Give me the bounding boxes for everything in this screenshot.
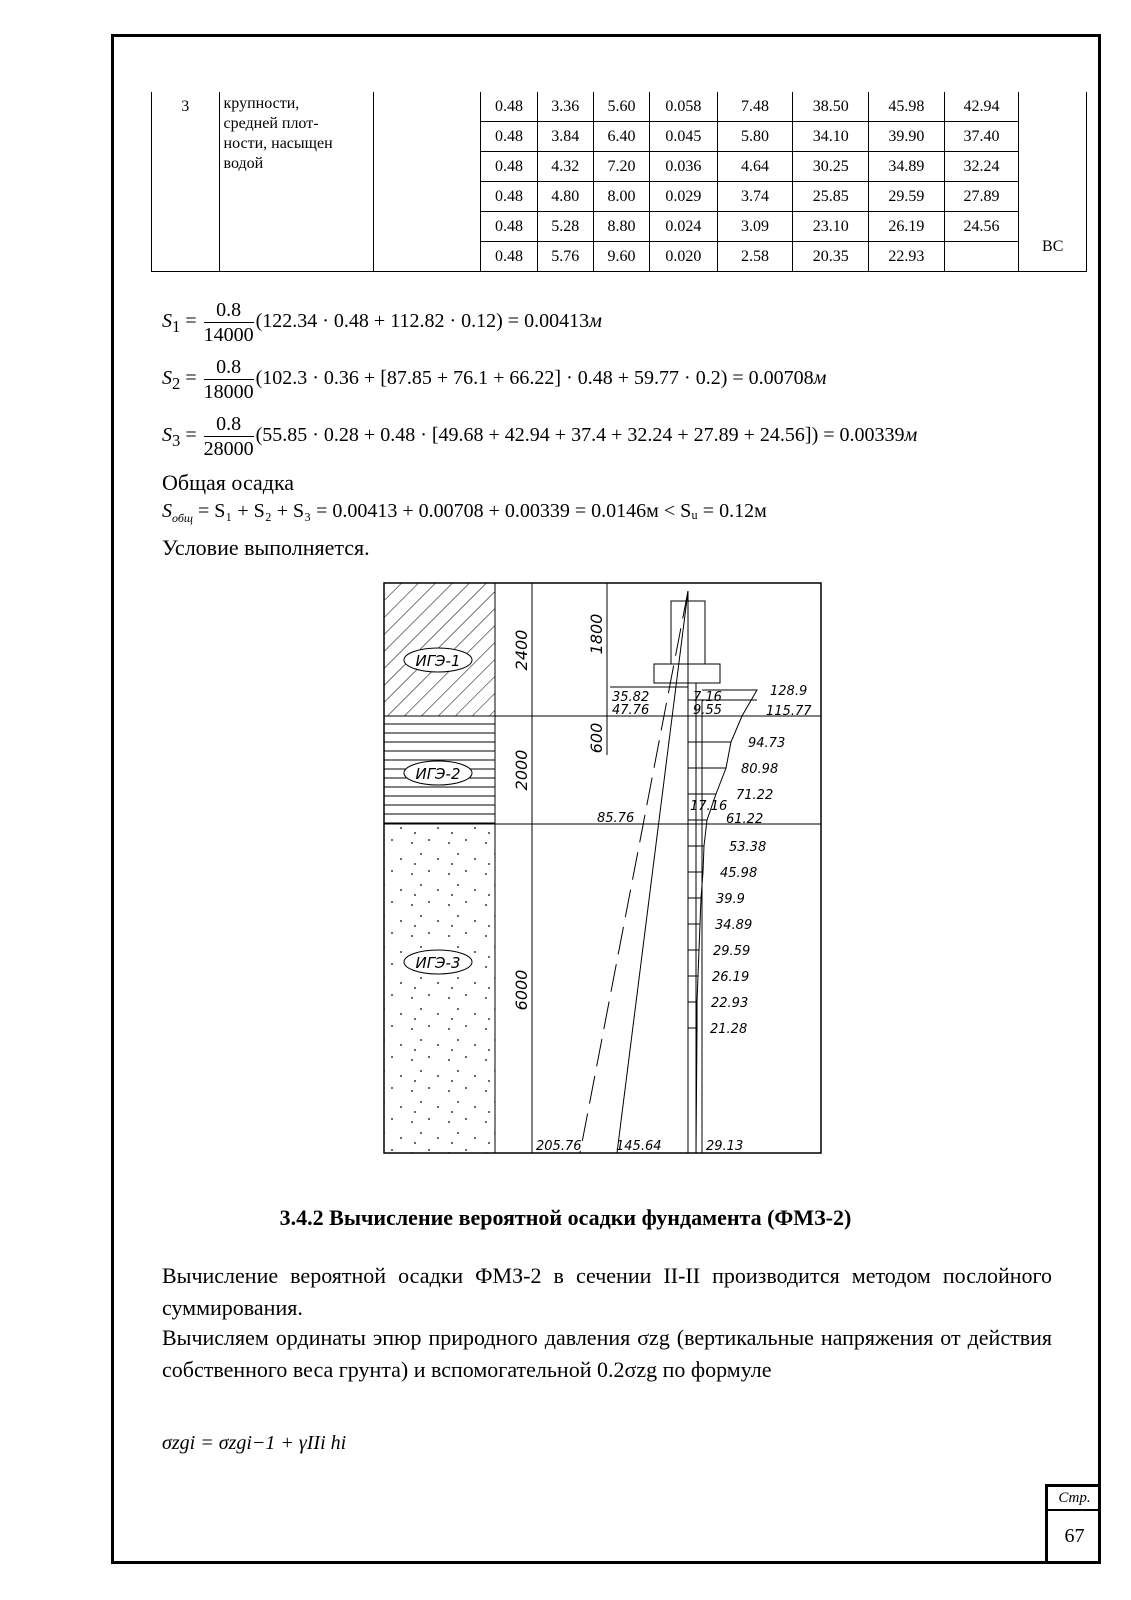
stress-value: 94.73 xyxy=(748,736,786,751)
table-cell: 8.00 xyxy=(593,182,649,212)
table-cell: 9.60 xyxy=(593,242,649,272)
stress-value: 80.98 xyxy=(741,762,779,777)
val-right-4: 29.13 xyxy=(706,1139,744,1154)
layer-number: 3 xyxy=(152,92,220,272)
table-cell: 0.036 xyxy=(650,152,718,182)
val-left-3: 85.76 xyxy=(597,811,635,826)
section-heading: 3.4.2 Вычисление вероятной осадки фундамента (ФМЗ-2) xyxy=(279,1205,852,1230)
stress-value: 29.59 xyxy=(713,944,751,959)
table-cell: 2.58 xyxy=(717,242,793,272)
layer-label-3: ИГЭ-3 xyxy=(415,954,461,972)
description-line: ности, насыщен xyxy=(223,135,333,152)
table-cell: 8.80 xyxy=(593,212,649,242)
table-cell: 7.20 xyxy=(593,152,649,182)
table-cell: 4.64 xyxy=(717,152,793,182)
table-cell: 6.40 xyxy=(593,122,649,152)
stress-value: 115.77 xyxy=(766,704,812,719)
table-cell: 0.058 xyxy=(650,92,718,122)
description-line: водой xyxy=(223,155,264,172)
table-cell: 3.84 xyxy=(537,122,593,152)
table-cell: 27.89 xyxy=(944,182,1019,212)
val-right-2: 9.55 xyxy=(693,703,722,718)
table-cell: 25.85 xyxy=(793,182,869,212)
stress-value: 22.93 xyxy=(711,996,749,1011)
layer-label-1: ИГЭ-1 xyxy=(415,652,461,670)
stress-value: 26.19 xyxy=(712,970,750,985)
table-cell: 4.80 xyxy=(537,182,593,212)
table-cell: 26.19 xyxy=(869,212,945,242)
formula-s2: $S_2$ = $\frac{0.8}{18000}$ (102.3 · 0.36 + [87.85 + 76.1 + 66.22] · 0.48 + 59.77 · 0.2) = 0.00708м xyxy=(162,356,827,403)
table-cell: 0.48 xyxy=(481,242,537,272)
layer-label-2: ИГЭ-2 xyxy=(415,765,461,783)
dim-6000: 6000 xyxy=(512,969,531,1011)
table-cell: 5.60 xyxy=(593,92,649,122)
table-cell: 20.35 xyxy=(793,242,869,272)
table-cell: 5.28 xyxy=(537,212,593,242)
paragraph-1: Вычисление вероятной осадки ФМЗ-2 в сечении II-II производится методом послойного суммирования. xyxy=(162,1263,1052,1320)
val-left-1: 35.82 xyxy=(612,690,650,705)
table-cell: 34.10 xyxy=(793,122,869,152)
val-left-2: 47.76 xyxy=(612,703,650,718)
formula-s3: $S_3$ = $\frac{0.8}{28000}$ (55.85 · 0.28 + 0.48 · [49.68 + 42.94 + 37.4 + 32.24 + 27.89 + 24.56]) = 0.00339м xyxy=(162,413,918,460)
stress-value: 45.98 xyxy=(720,866,758,881)
table-cell: 34.89 xyxy=(869,152,945,182)
dim-2400: 2400 xyxy=(512,629,531,671)
table-cell: 39.90 xyxy=(869,122,945,152)
val-left-5: 145.64 xyxy=(616,1139,662,1154)
stress-value: 71.22 xyxy=(736,788,774,803)
table-cell: 24.56 xyxy=(944,212,1019,242)
val-right-3: 17.16 xyxy=(690,799,728,814)
dim-600: 600 xyxy=(587,722,606,754)
table-cell: 37.40 xyxy=(944,122,1019,152)
table-cell: 5.80 xyxy=(717,122,793,152)
paragraph-2: Вычисляем ординаты эпюр природного давления σzg (вертикальные напряжения от действия собственного веса грунта) и вспомогательной 0.2σzg по формуле xyxy=(162,1325,1052,1382)
stress-value: 61.22 xyxy=(726,812,764,827)
description-line: средней плот- xyxy=(223,115,319,132)
dim-2000: 2000 xyxy=(512,749,531,791)
condition-text: Условие выполняется. xyxy=(162,535,370,560)
table-cell: 0.48 xyxy=(481,182,537,212)
dim-1800: 1800 xyxy=(587,613,606,655)
stress-value: 128.9 xyxy=(770,684,808,699)
table-cell: 45.98 xyxy=(869,92,945,122)
table-cell: 3.36 xyxy=(537,92,593,122)
table-cell: 0.48 xyxy=(481,212,537,242)
val-right-1: 7.16 xyxy=(693,690,722,705)
table-cell: 22.93 xyxy=(869,242,945,272)
stress-value: 34.89 xyxy=(715,918,753,933)
formula-s1: $S_1$ = $\frac{0.8}{14000}$ (122.34 · 0.48 + 112.82 · 0.12) = 0.00413м xyxy=(162,299,602,346)
table-cell: 0.024 xyxy=(650,212,718,242)
table-cell: 42.94 xyxy=(944,92,1019,122)
stress-value: 53.38 xyxy=(729,840,767,855)
description-line: крупности, xyxy=(223,95,300,112)
table-cell: 0.029 xyxy=(650,182,718,212)
val-left-4: 205.76 xyxy=(536,1139,582,1154)
table-cell: 30.25 xyxy=(793,152,869,182)
table-cell: 0.48 xyxy=(481,122,537,152)
table-cell: 4.32 xyxy=(537,152,593,182)
table-cell: 0.045 xyxy=(650,122,718,152)
page-number-box xyxy=(1045,1484,1101,1564)
water-mark: ВС xyxy=(1019,92,1087,272)
page-number: 67 xyxy=(1064,1525,1085,1547)
page-label: Стр. xyxy=(1048,1487,1101,1511)
formula-sigma: σzgi = σzgi−1 + γIIi hi xyxy=(162,1432,347,1454)
table-cell: 32.24 xyxy=(944,152,1019,182)
total-label: Общая осадка xyxy=(162,470,295,495)
table-cell: 3.74 xyxy=(717,182,793,212)
table-cell: 23.10 xyxy=(793,212,869,242)
stress-value: 21.28 xyxy=(710,1022,748,1037)
stress-value: 39.9 xyxy=(716,892,745,907)
stress-labels xyxy=(710,684,812,1037)
table-cell: 29.59 xyxy=(869,182,945,212)
table-cell: 5.76 xyxy=(537,242,593,272)
table-cell: 0.020 xyxy=(650,242,718,272)
table-cell: 38.50 xyxy=(793,92,869,122)
formula-total: $S_{общ} = S_1 + S_2 + S_3 = 0.00413 + 0.00708 + 0.00339 = 0.0146м$ < Sᵤ = 0.12м xyxy=(162,500,767,525)
table-cell: 0.48 xyxy=(481,92,537,122)
table-cell: 3.09 xyxy=(717,212,793,242)
table-cell: 0.48 xyxy=(481,152,537,182)
table-cell: 7.48 xyxy=(717,92,793,122)
